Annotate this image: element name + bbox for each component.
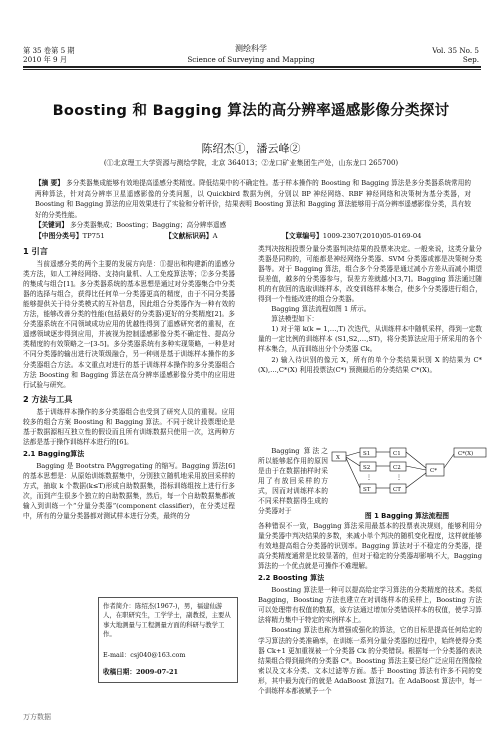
section-2-title: 2 方法与工具 [23,393,73,404]
svg-text:ST: ST [363,487,371,493]
footer-watermark: 万方数据 [23,713,51,721]
right-paragraph-5: 2) 输入待识别的像元 X，所有的单个分类结果识别 X 的结果为 C*(X),…,C*(X) 利用投票法(C*) 预测最后的分类结果 C*(X)。 [258,355,482,374]
right-paragraph-6b: 各种错误不一致，Bagging 算法采用最基本的投票表决规则，能够利用分量分类器中判决结果的多数，来减小单个判决的随机变化程度，这样就能够有效地提高组合分类器的识别率。Bagging 算法对于不稳定的分类器，提高分类精度通常是比较显著的，但对于稳定的分类器却影响不大，Bagging 算法的一个优点就是可操作不难理解。 [258,522,482,571]
doc-code: 【文献标识码】A [165,232,218,240]
right-paragraph-4: 1) 对于第 k(k = 1,…,T) 次迭代，从训练样本中随机采样，得到一定数量的一定比例的训练样本 (S1,S2,…,ST)，将分类算法应用于所采用的各个样本集合，从而训练出分个分类器 Ck。 [258,325,482,354]
received-date: 收稿日期：2009-07-21 [103,668,179,676]
svg-text:⋮: ⋮ [396,474,402,481]
right-paragraph-7: Boosting 算法是一种可以提高给定学习算法的分类精度的技术。类似 Bagging，Boosting 方法也建立在对训练样本的采样上，Boosting 方法可以处理带有权值的数据，该方法通过增加分类错误样本的权值，使学习算法将精力集中于特定的实例样本上。 [258,586,482,625]
paper-title: Boosting 和 Bagging 算法的高分辨率遥感影像分类探讨 [52,103,450,119]
right-paragraph-3: 算法模型如下： [271,315,319,324]
right-paragraph-1: 类判决按相投票分量分类器判决结果的投票来决定。一般来说，这类分量分类器是同构的，可能都是神经网络分类器、SVM 分类器或都是决策树分类器等。对于 Bagging 算法，组合多个分类器是通过减小方差从而减小期望误差值，越多的分类器参与，误差方差就越小[3,7]。Bagging 算法通过随机的有放回的选取训练样本，改变训练样本集合，使多个分类器进行组合，得到一个性能改进的组合分类器。 [258,245,482,304]
right-column-top [258,244,482,446]
abstract [35,178,471,231]
section-2-1-paragraph: Bagging 是 Bootstra PAggregating 的缩写。Bagging 算法[6]的基本思想是：从原始训练数据集中，分别独立随机地采用放回采样的方式，抽取 k 个数据(k≤T)形成自助数据集，指标训练组按上进行行多次，而到产生很多个独立的自助数据集，然后，每一个自助数据集都被输入到训练一个“分量分类器”(component classifier)，在分类过程中，所有的分量分类器都对测试样本进行分类，最终的分 [23,461,235,521]
node-x-label: X [336,455,340,461]
paper-affiliations: (①北京理工大学资源与测绘学院，北京 364013；②龙口矿业集团生产处，山东龙口 265700) [103,159,399,167]
right-column-wrap [258,446,328,520]
right-paragraph-6a: Bagging 算法之所以能够起作用的原因是由于在数据抽样时采用了有放回采样的方式，因而对训练样本的不同采样数据得生成的分类器对于 [258,447,328,516]
header-rule [23,66,481,68]
article-number: 【文章编号】1009-2307(2010)05-0169-04 [282,232,422,240]
section-2-2-title: 2.2 Boosting 算法 [258,574,325,583]
keywords: 多分类器集成；Boosting；Bagging；高分辨率遥感 [70,221,227,230]
right-paragraph-2: Bagging 算法流程如图 1 所示。 [271,305,371,314]
right-paragraph-8: Boosting 算法也称为增强或强化的算法，它的目标是提高任何给定的学习算法的分类准确率，在训练一系列分量分类器的过程中，始终使得分类器 Ck+1 更加重视被一个分类器 Ck 的分类错误。根据每一个分类器的表决结果组合得到最终的分类器 C*。Boosting 算法主要已经广泛应用在图像检索以及文本分类、文本过滤等方面。基于 Boosting 算法有许多不同的变形，其中最为流行的就是 AdaBoost 算法[7]。在 AdaBoost 算法中，每一个训练样本都被赋予一个 [258,626,482,695]
journal-issue: 第 35 卷第 5 期 [23,46,75,55]
svg-text:CT: CT [393,487,401,493]
author-email: E-mail：csj040@163.com [103,651,186,659]
left-column [23,246,235,543]
section-2-1-title: 2.1 Bagging算法 [23,449,85,458]
abstract-text: 多分类器集成能够有效地提高遥感分类精度。降低结果中的不确定性。基于样本操作的 Boosting 和 Bagging 算法是多分类器系统常用的两种算法，针对高分辨率卫星遥感影像的分类问题，以 Quickbird 数据为例，分别以 BP 神经网络、RBF 神经网络和决策树为基分类器，对 Boosting 和 Bagging 算法的应用效果进行了实验和分析评价，结果表明 Boosting 算法和 Bagging 算法能够用于高分辨率遥感影像分类，具有较好的分类性能。 [35,179,471,219]
journal-name-en: Science of Surveying and Mapping [187,55,315,64]
svg-text:S1: S1 [363,451,371,457]
svg-text:⋮: ⋮ [366,474,372,481]
section-2-paragraph: 基于训练样本操作的多分类器组合也受到了研究人员的重视。应用较多的组合方案 Boosting 和 Bagging 算法。不同于统计投票理论是基于数据源相互独立性的假设而且所有训练数据只使用一次，这两种方法都是基于操作训练样本进行的[6]。 [23,407,235,446]
figure-1-caption: 图 1 Bagging 算法流程图 [364,512,450,520]
section-1-paragraph: 当前遥感分类的两个主要的发展方向是：①提出和构建新的遥感分类方法，如人工神经网络、支持向量机、人工免疫算法等；②多分类器的集成与组合[1]。多分类器系统的基本思想是通过对分类器集合中分类器的选择与组合，获得比任何单一分类器更高的精度，由于不同分类器能够提供关于待分类模式的互补信息，因此组合分类器作为一种有效的方法，能够改善分类的性能(包括最好的分类器)更好的分类精度[2]。多分类器系统在不同领域成功应用的优越性得到了遥感研究者的重视，在遥感领域逐步得到应用，并被视为控制遥感影像分类不确定性、提高分类精度的有效策略之一[3-5]。多分类器系统有多种实现策略，一种是对不同分类器的输出进行决策级融合，另一种则是基于训练样本操作的多分类器组合方法。本文重点对进行的基于训练样本操作的多分类器组合方法 Boosting 和 Bagging 算法在高分辨率遥感影像分类中的应用进行试验与研究。 [23,260,235,389]
section-1-title: 1 引言 [23,246,48,256]
clc-code: 【中图分类号】TP751 [35,232,105,240]
header-rule-thin [23,69,481,70]
svg-text:C1: C1 [393,451,401,457]
paper-authors: 陈绍杰①，潘云峰② [201,142,301,155]
journal-name: 测绘科学 [235,44,267,53]
author-bio: 作者简介：陈绍杰(1967-)，男，福建仙游人，在职研究生，工学学士，副教授，主要从事大地测量与工程测量方面的科研与教学工作。 [103,602,231,639]
svg-text:C*(X): C*(X) [458,451,474,457]
bagging-flowchart [330,446,490,508]
svg-text:C*: C* [430,468,437,474]
keywords-label: 【关键词】 [35,221,68,230]
svg-text:S2: S2 [363,465,371,471]
journal-month: Sep. [462,55,479,64]
abstract-label: 【摘 要】 [35,179,64,187]
journal-volume: Vol. 35 No. 5 [432,46,479,55]
right-column-bottom [258,521,482,705]
author-footnote-box [98,597,238,683]
svg-text:C2: C2 [393,465,401,471]
journal-date: 2010 年 9 月 [23,55,68,64]
